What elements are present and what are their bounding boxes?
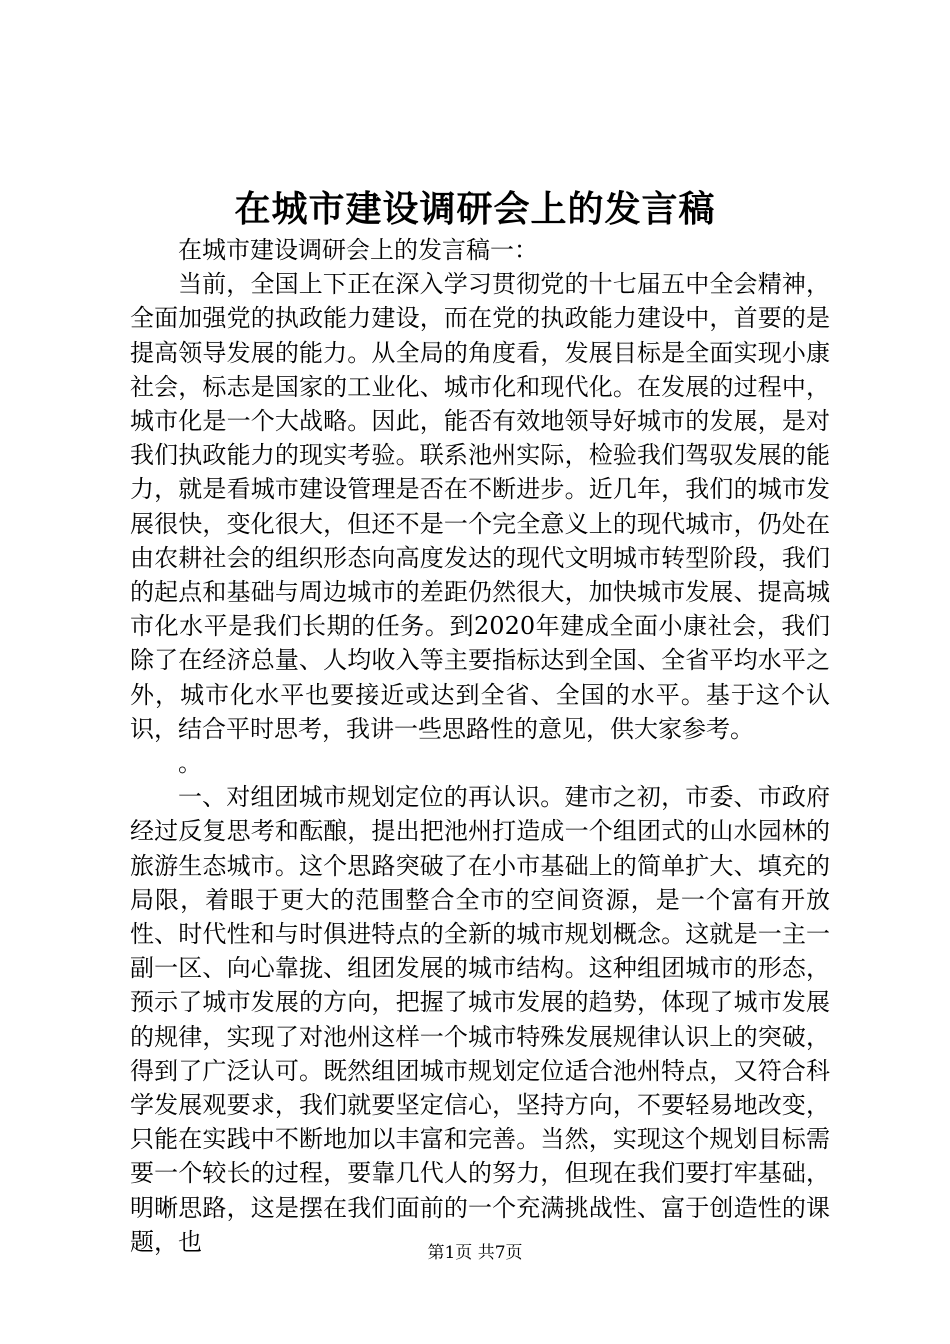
document-body (130, 233, 830, 1259)
document-title: 在城市建设调研会上的发言稿 (234, 188, 716, 230)
body-paragraph: 一、对组团城市规划定位的再认识。建市之初，市委、市政府经过反复思考和酝酿，提出把池州打造成一个组团式的山水园林的旅游生态城市。这个思路突破了在小市基础上的简单扩大、填充的局限，着眼于更大的范围整合全市的空间资源，是一个富有开放性、时代性和与时俱进特点的全新的城市规划概念。这就是一主一副一区、向心靠拢、组团发展的城市结构。这种组团城市的形态，预示了城市发展的方向，把握了城市发展的趋势，体现了城市发展的规律，实现了对池州这样一个城市特殊发展规律认识上的突破，得到了广泛认可。既然组团城市规划定位适合池州特点，又符合科学发展观要求，我们就要坚定信心，坚持方向，不要轻易地改变，只能在实践中不断地加以丰富和完善。当然，实现这个规划目标需要一个较长的过程，要靠几代人的努力，但现在我们要打牢基础，明晰思路，这是摆在我们面前的一个充满挑战性、富于创造性的课题，也 (130, 783, 830, 1256)
subtitle-paragraph: 在城市建设调研会上的发言稿一： (178, 236, 538, 264)
page-footer: 第1页 共7页 (427, 1243, 523, 1263)
body-paragraph: 当前，全国上下正在深入学习贯彻党的十七届五中全会精神，全面加强党的执政能力建设，而在党的执政能力建设中，首要的是提高领导发展的能力。从全局的角度看，发展目标是全面实现小康社会，标志是国家的工业化、城市化和现代化。在发展的过程中，城市化是一个大战略。因此，能否有效地领导好城市的发展，是对我们执政能力的现实考验。联系池州实际，检验我们驾驭发展的能力，就是看城市建设管理是否在不断进步。近几年，我们的城市发展很快，变化很大，但还不是一个完全意义上的现代城市，仍处在由农耕社会的组织形态向高度发达的现代文明城市转型阶段，我们的起点和基础与周边城市的差距仍然很大，加快城市发展、提高城市化水平是我们长期的任务。到2020年建成全面小康社会，我们除了在经济总量、人均收入等主要指标达到全国、全省平均水平之外，城市化水平也要接近或达到全省、全国的水平。基于这个认识，结合平时思考，我讲一些思路性的意见，供大家参考。 (130, 270, 830, 743)
separator-paragraph: 。 (178, 749, 202, 778)
